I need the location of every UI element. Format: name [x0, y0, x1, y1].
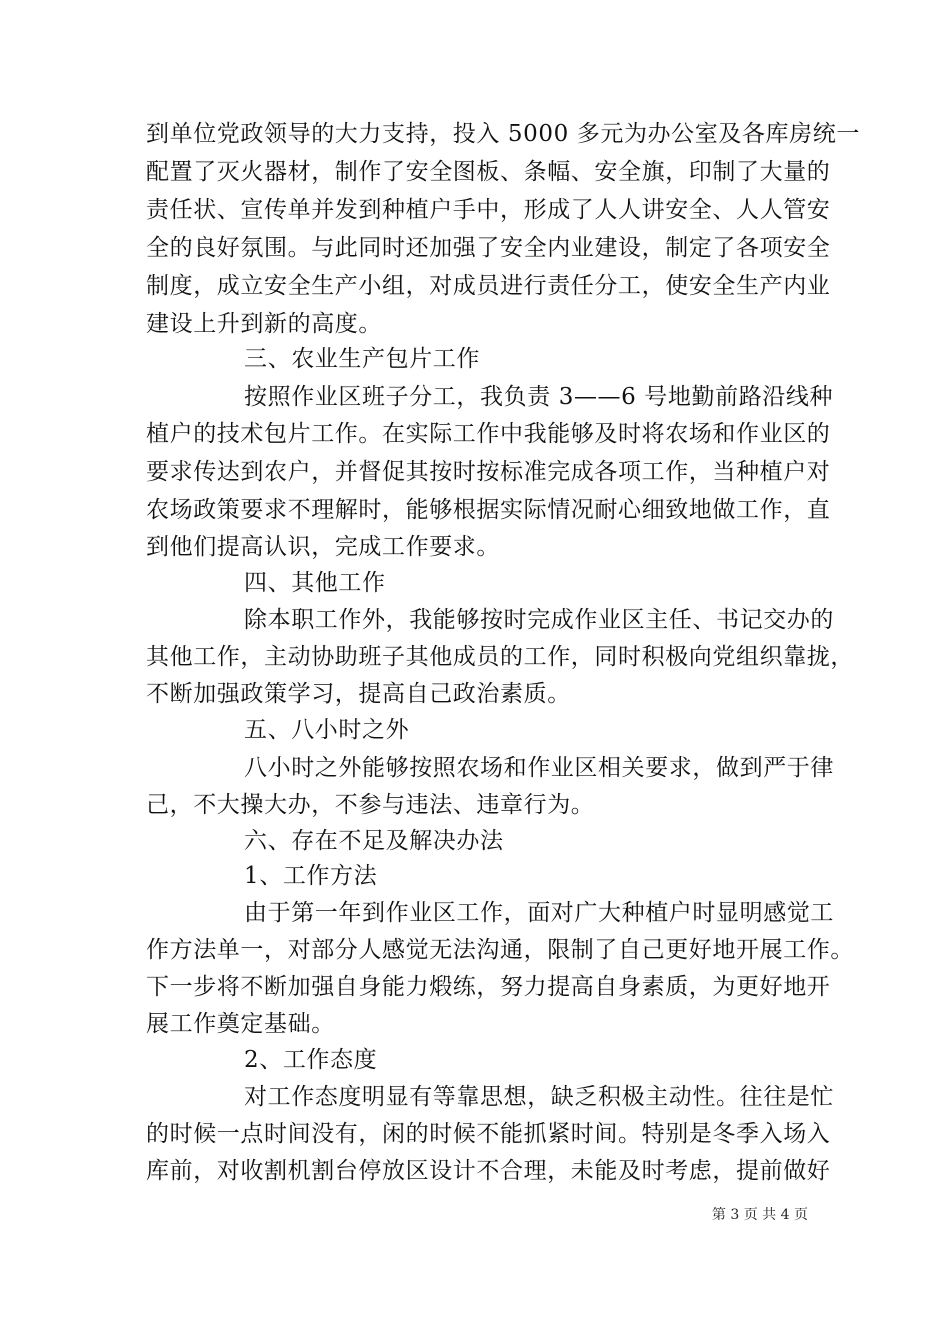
text-line: 八小时之外能够按照农场和作业区相关要求，做到严于律 [244, 755, 834, 781]
text-line: 展工作奠定基础。 [146, 1011, 335, 1037]
section-heading: 四、其他工作 [244, 570, 386, 596]
text-line: 己，不大操大办，不参与违法、违章行为。 [146, 792, 595, 818]
text-line: 下一步将不断加强自身能力煅练，努力提高自身素质，为更好地开 [146, 974, 831, 1000]
text-line: 除本职工作外，我能够按时完成作业区主任、书记交办的 [244, 607, 834, 633]
section-heading: 五、八小时之外 [244, 717, 410, 743]
text-line: 责任状、宣传单并发到种植户手中，形成了人人讲安全、人人管安 [146, 197, 831, 223]
text-line: 建设上升到新的高度。 [146, 311, 382, 337]
text-line: 按照作业区班子分工，我负责 3——6 号地勤前路沿线种 [244, 384, 834, 410]
subsection-heading: 2、工作态度 [244, 1047, 378, 1073]
text-line: 作方法单一，对部分人感觉无法沟通，限制了自己更好地开展工作。 [146, 937, 854, 963]
text-line: 全的良好氛围。与此同时还加强了安全内业建设，制定了各项安全 [146, 235, 831, 261]
text-line: 库前，对收割机割台停放区设计不合理，未能及时考虑，提前做好 [146, 1158, 831, 1184]
text-line: 对工作态度明显有等靠思想，缺乏积极主动性。往往是忙 [244, 1084, 834, 1110]
text-line: 由于第一年到作业区工作，面对广大种植户时显明感觉工 [244, 900, 834, 926]
text-line: 配置了灭火器材，制作了安全图板、条幅、安全旗，印制了大量的 [146, 159, 831, 185]
text-line: 制度，成立安全生产小组，对成员进行责任分工，使安全生产内业 [146, 273, 831, 299]
text-line: 到他们提高认识，完成工作要求。 [146, 534, 500, 560]
section-heading: 三、农业生产包片工作 [244, 346, 480, 372]
text-line: 农场政策要求不理解时，能够根据实际情况耐心细致地做工作，直 [146, 497, 831, 523]
page-number: 第 3 页 共 4 页 [711, 1207, 808, 1223]
text-line: 要求传达到农户，并督促其按时按标准完成各项工作，当种植户对 [146, 459, 831, 485]
text-line: 其他工作，主动协助班子其他成员的工作，同时积极向党组织靠拢， [146, 644, 854, 670]
subsection-heading: 1、工作方法 [244, 863, 378, 889]
text-line: 植户的技术包片工作。在实际工作中我能够及时将农场和作业区的 [146, 421, 831, 447]
text-line: 不断加强政策学习，提高自己政治素质。 [146, 681, 571, 707]
text-line: 的时候一点时间没有，闲的时候不能抓紧时间。特别是冬季入场入 [146, 1121, 831, 1147]
text-line: 到单位党政领导的大力支持，投入 5000 多元为办公室及各库房统一 [146, 121, 860, 147]
section-heading: 六、存在不足及解决办法 [244, 828, 504, 854]
